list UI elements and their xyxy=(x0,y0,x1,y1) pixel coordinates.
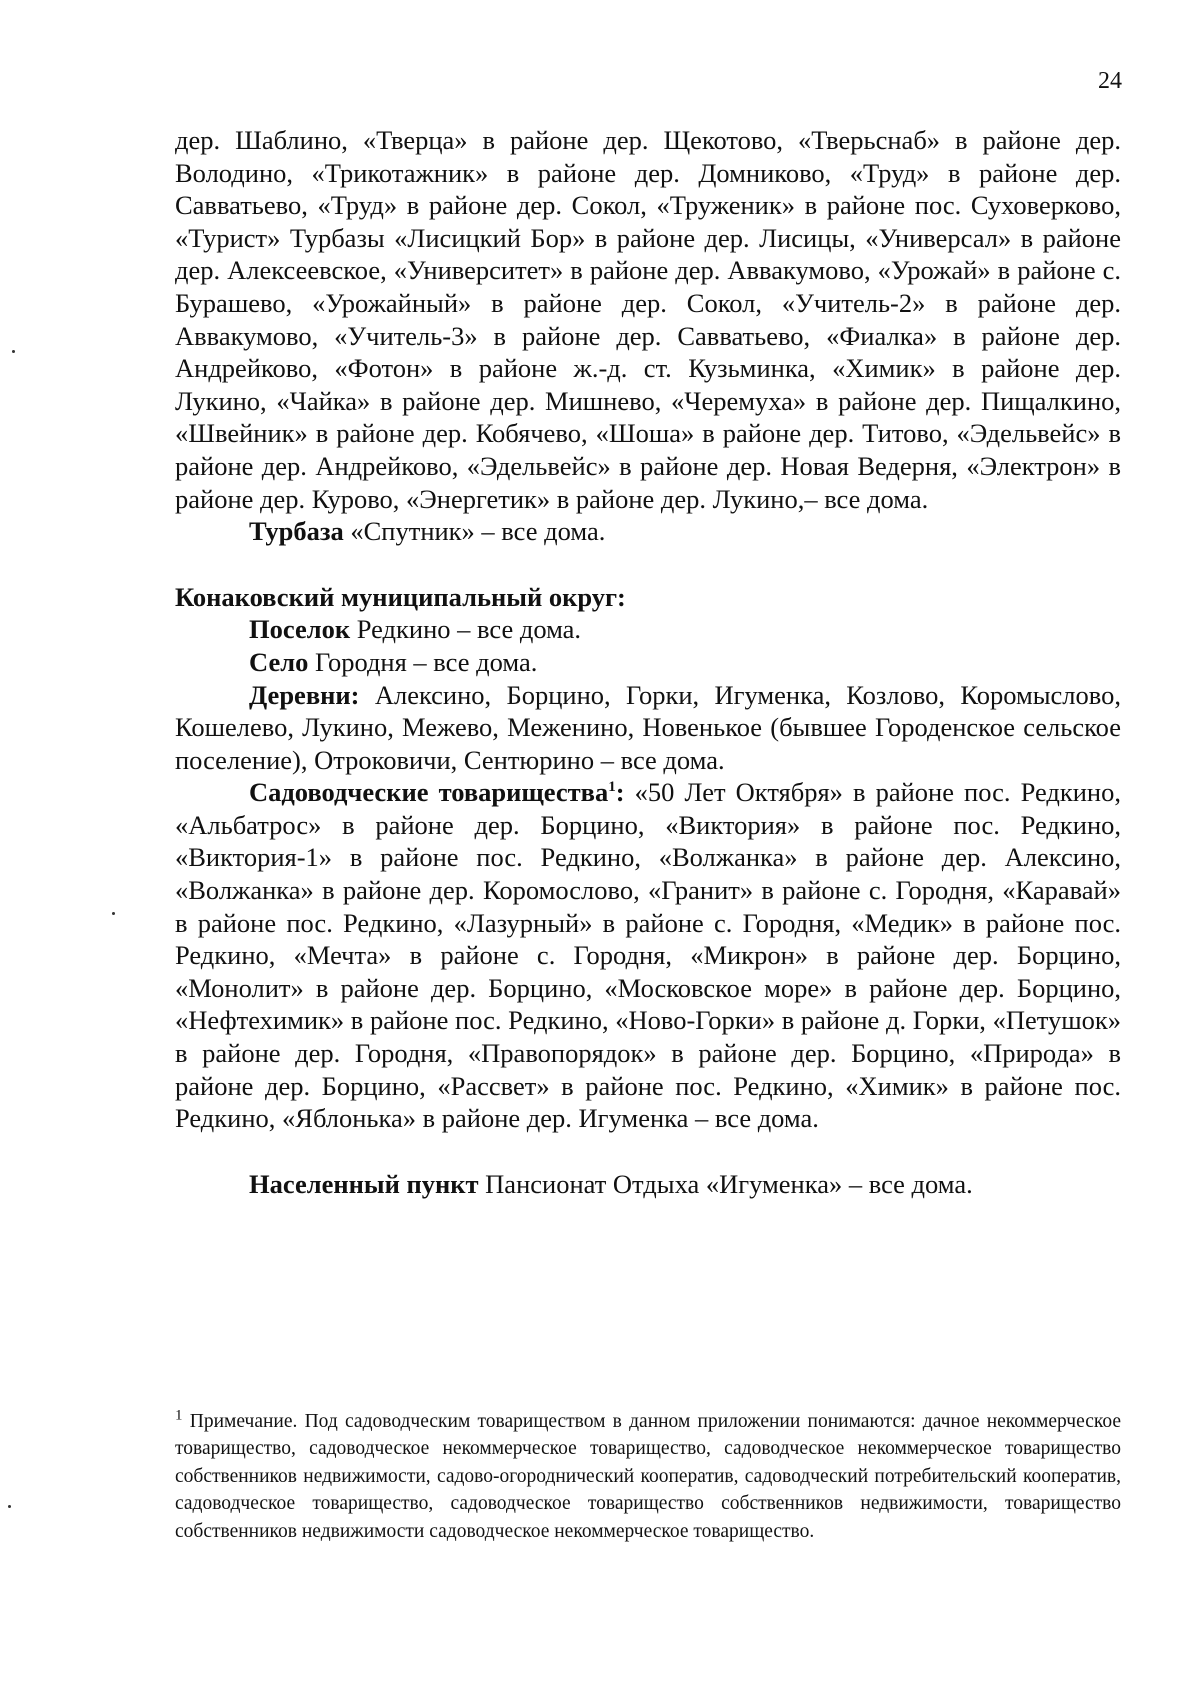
derevni-label: Деревни: xyxy=(249,679,360,710)
footnote-text-block xyxy=(175,1408,1121,1545)
footnote xyxy=(175,1408,1121,1545)
paragraph-sadovod-list-continued: дер. Шаблино, «Тверца» в районе дер. Щекотово, «Тверьснаб» в районе дер. Володино, «Трикотажник» в районе дер. Домниково, «Труд» в районе дер. Савватьево, «Труд» в районе дер. Сокол, «Труженик» в районе пос. Суховерково, «Турист» Турбазы «Лисицкий Бор» в районе дер. Лисицы, «Универсал» в районе дер. Алексеевское, «Университет» в районе дер. Аввакумово, «Урожай» в районе с. Бурашево, «Урожайный» в районе дер. Сокол, «Учитель-2» в районе дер. Аввакумово, «Учитель-3» в районе дер. Савватьево, «Фиалка» в районе дер. Андрейково, «Фотон» в районе ж.-д. ст. Кузьминка, «Химик» в районе дер. Лукино, «Чайка» в районе дер. Мишнево, «Черемуха» в районе дер. Пищалкино, «Швейник» в районе дер. Кобячево, «Шоша» в районе дер. Титово, «Эдельвейс» в районе дер. Андрейково, «Эдельвейс» в районе дер. Новая Ведерня, «Электрон» в районе дер. Курово, «Энергетик» в районе дер. Лукино,– все дома. xyxy=(175,125,1121,514)
main-text xyxy=(175,124,1121,1200)
paragraph-derevni xyxy=(175,679,1121,777)
paragraph-sadovod xyxy=(175,776,1121,1135)
page-number: 24 xyxy=(1098,68,1122,94)
selo-label: Село xyxy=(249,646,309,677)
poselok-text: Редкино – все дома. xyxy=(350,614,582,645)
paragraph-selo xyxy=(175,646,1121,679)
turbaza-label: Турбаза xyxy=(249,516,344,547)
derevni-text: Алексино, Борцино, Горки, Игуменка, Козлово, Коромыслово, Кошелево, Лукино, Межево, Меженино, Новенькое (бывшее Городенское сельское поселение), Отроковичи, Сентюрино – все дома. xyxy=(175,679,1121,775)
paragraph-naselen-punkt xyxy=(175,1168,1121,1201)
scan-speck xyxy=(112,912,115,915)
turbaza-text: «Спутник» – все дома. xyxy=(343,516,606,547)
paragraph-gap xyxy=(175,548,1121,581)
footnote-marker: 1 xyxy=(175,1407,183,1424)
paragraph-turbaza xyxy=(175,515,1121,548)
footnote-reference: 1 xyxy=(608,779,616,796)
scan-speck xyxy=(12,350,15,353)
poselok-label: Поселок xyxy=(249,614,351,645)
naselen-label: Населенный пункт xyxy=(249,1168,479,1199)
scan-speck xyxy=(8,1505,11,1508)
sadovod-text: «50 Лет Октября» в районе пос. Редкино, «Альбатрос» в районе дер. Борцино, «Виктория» в районе пос. Редкино, «Виктория-1» в районе пос. Редкино, «Волжанка» в районе дер. Алексино, «Волжанка» в районе дер. Коромослово, «Гранит» в районе с. Городня, «Каравай» в районе пос. Редкино, «Лазурный» в районе с. Городня, «Медик» в районе пос. Редкино, «Мечта» в районе с. Городня, «Микрон» в районе дер. Борцино, «Монолит» в районе дер. Борцино, «Московское море» в районе дер. Борцино, «Нефтехимик» в районе пос. Редкино, «Ново-Горки» в районе д. Горки, «Петушок» в районе дер. Городня, «Правопорядок» в районе дер. Борцино, «Природа» в районе дер. Борцино, «Рассвет» в районе пос. Редкино, «Химик» в районе пос. Редкино, «Яблонька» в районе дер. Игуменка – все дома. xyxy=(175,777,1121,1134)
section-heading-konakovo: Конаковский муниципальный округ: xyxy=(175,581,626,612)
naselen-text: Пансионат Отдыха «Игуменка» – все дома. xyxy=(478,1168,973,1199)
selo-text: Городня – все дома. xyxy=(308,646,538,677)
sadovod-label: Садоводческие товарищества xyxy=(249,777,609,808)
sadovod-colon: : xyxy=(615,777,625,808)
paragraph-gap xyxy=(175,1135,1121,1168)
footnote-text: Примечание. Под садоводческим товариществом в данном приложении понимаются: дачное некоммерческое товарищество, садоводческое некоммерческое товарищество, садоводческое некоммерческое товарищество собственников недвижимости, садово-огороднический кооператив, садоводческий потребительский кооператив, садоводческое товарищество, садоводческое товарищество собственников недвижимости, товарищество собственников недвижимости садоводческое некоммерческое товарищество. xyxy=(175,1411,1121,1542)
paragraph-poselok xyxy=(175,613,1121,646)
